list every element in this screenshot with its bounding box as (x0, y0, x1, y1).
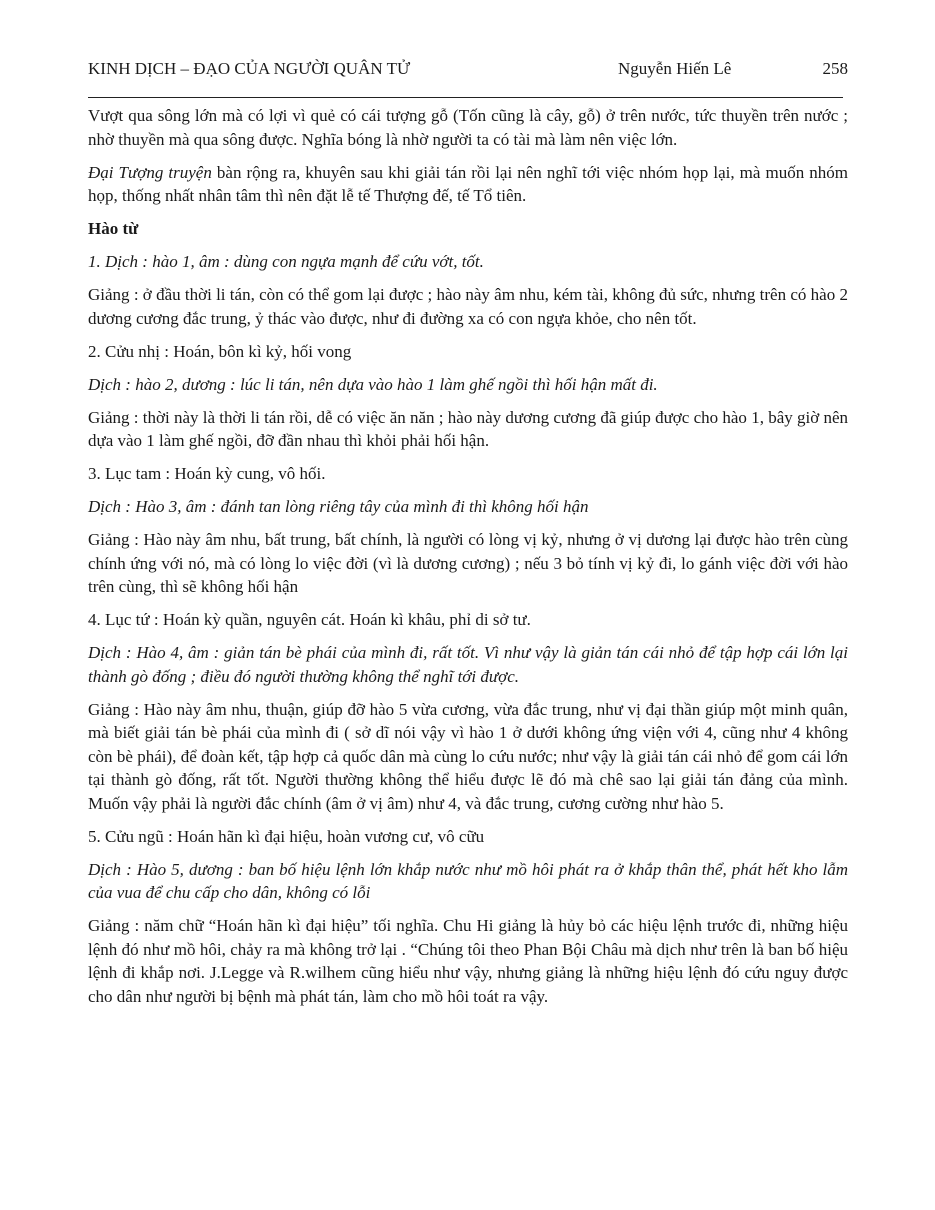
hao-5-commentary: Giảng : năm chữ “Hoán hãn kì đại hiệu” tối nghĩa. Chu Hi giảng là hủy bỏ các hiệu lệnh trước đi, những hiệu lệnh đó như mồ hôi, chảy ra mà không trở lại . “Chúng tôi theo Phan Bội Châu mà dịch như trên là ban bố hiệu lệnh đi khắp nơi. J.Legge và R.wilhem cũng hiểu như vậy, nhưng giảng là những hiệu lệnh đó cứu nguy được cho dân như người bị bệnh mà phát tán, làm cho mồ hôi toát ra vậy. (88, 916, 848, 1006)
hao-2-translation: Dịch : hào 2, dương : lúc li tán, nên dựa vào hào 1 làm ghế ngồi thì hối hận mất đi. (88, 374, 658, 394)
body-text (88, 104, 848, 1018)
hao-2-heading: 2. Cửu nhị : Hoán, bôn kì kỷ, hối vong (88, 341, 352, 361)
header-page-number: 258 (822, 59, 848, 78)
hao-5-heading: 5. Cửu ngũ : Hoán hãn kì đại hiệu, hoàn vương cư, vô cữu (88, 826, 485, 846)
page-header (88, 57, 848, 81)
dai-tuong-body: bàn rộng ra, khuyên sau khi giải tán rồi lại nên nghĩ tới việc nhóm họp lại, mà muốn nhóm họp, thống nhất nhân tâm thì nên đặt lễ tế Thượng đế, tế Tổ tiên. (88, 162, 848, 205)
hao-4-heading: 4. Lục tứ : Hoán kỳ quần, nguyên cát. Hoán kì khâu, phỉ di sở tư. (88, 610, 531, 629)
hao-3-translation: Dịch : Hào 3, âm : đánh tan lòng riêng tây của mình đi thì không hối hận (88, 497, 589, 516)
dai-tuong-truyen-title: Đại Tượng truyện (88, 162, 212, 182)
hao-4-commentary: Giảng : Hào này âm nhu, thuận, giúp đỡ hào 5 vừa cương, vừa đắc trung, như vị đại thần giúp một minh quân, mà biết giải tán bè phái của mình đi ( sở dĩ nói vậy vì hào 1 ở dưới không ứng viện với 4, cũng như 4 không còn bè phái), để đoàn kết, tập hợp cả quốc dân mà cùng lo cứu nước; như vậy là giải tán cái nhỏ để gom cái lớn tại thành gò đống, rất tốt. Người thường không thể hiểu được lẽ đó mà chê sao lại giải tán đảng của mình. Muốn vậy phải là người đắc chính (âm ở vị âm) như 4, và đắc trung, cương cường như hào 5. (88, 699, 848, 813)
hao-3-commentary: Giảng : Hào này âm nhu, bất trung, bất chính, là người có lòng vị kỷ, nhưng ở vị dương lại được hào trên cùng chính ứng với nó, mà có lòng lo việc đời (vì là dương cương) ; nếu 3 bỏ tính vị kỷ đi, lo gánh việc đời với hào trên cùng, thì sẽ không hối hận (88, 530, 848, 596)
section-heading-hao-tu: Hào từ (88, 219, 139, 238)
paragraph-boat-metaphor: Vượt qua sông lớn mà có lợi vì quẻ có cái tượng gỗ (Tốn cũng là cây, gỗ) ở trên nước, tức thuyền trên nước ; nhờ thuyền mà qua sông được. Nghĩa bóng là nhờ người ta có tài mà làm nên việc lớn. (88, 106, 848, 149)
header-book-title: KINH DỊCH – ĐẠO CỦA NGƯỜI QUÂN TỬ (88, 59, 411, 78)
hao-4-translation: Dịch : Hào 4, âm : giản tán bè phái của mình đi, rất tốt. Vì như vậy là giản tán cái nhỏ để tập hợp cái lớn lại thành gò đống ; điều đó người thường không thể nghĩ tới được. (88, 643, 848, 686)
hao-1-translation: 1. Dịch : hào 1, âm : dùng con ngựa mạnh để cứu vớt, tốt. (88, 252, 484, 271)
header-divider (88, 97, 843, 98)
hao-3-heading: 3. Lục tam : Hoán kỳ cung, vô hối. (88, 464, 326, 483)
hao-2-commentary: Giảng : thời này là thời li tán rồi, dễ có việc ăn năn ; hào này dương cương đã giúp được cho hào 1, bây giờ nên dựa vào 1 làm ghế ngồi, đỡ đần nhau thì khỏi phải hối hận. (88, 407, 848, 450)
header-author: Nguyễn Hiến Lê (618, 59, 732, 78)
hao-1-commentary: Giảng : ở đầu thời li tán, còn có thể gom lại được ; hào này âm nhu, kém tài, không đủ sức, nhưng trên có hào 2 dương cương đắc trung, ỷ thác vào được, như đi đường xa có con ngựa khỏe, cho nên tốt. (88, 285, 848, 328)
paragraph-dai-tuong (88, 161, 848, 208)
hao-5-translation: Dịch : Hào 5, dương : ban bố hiệu lệnh lớn khắp nước như mồ hôi phát ra ở khắp thân thể, phát hết kho lẫm của vua để chu cấp cho dân, không có lỗi (88, 859, 848, 902)
